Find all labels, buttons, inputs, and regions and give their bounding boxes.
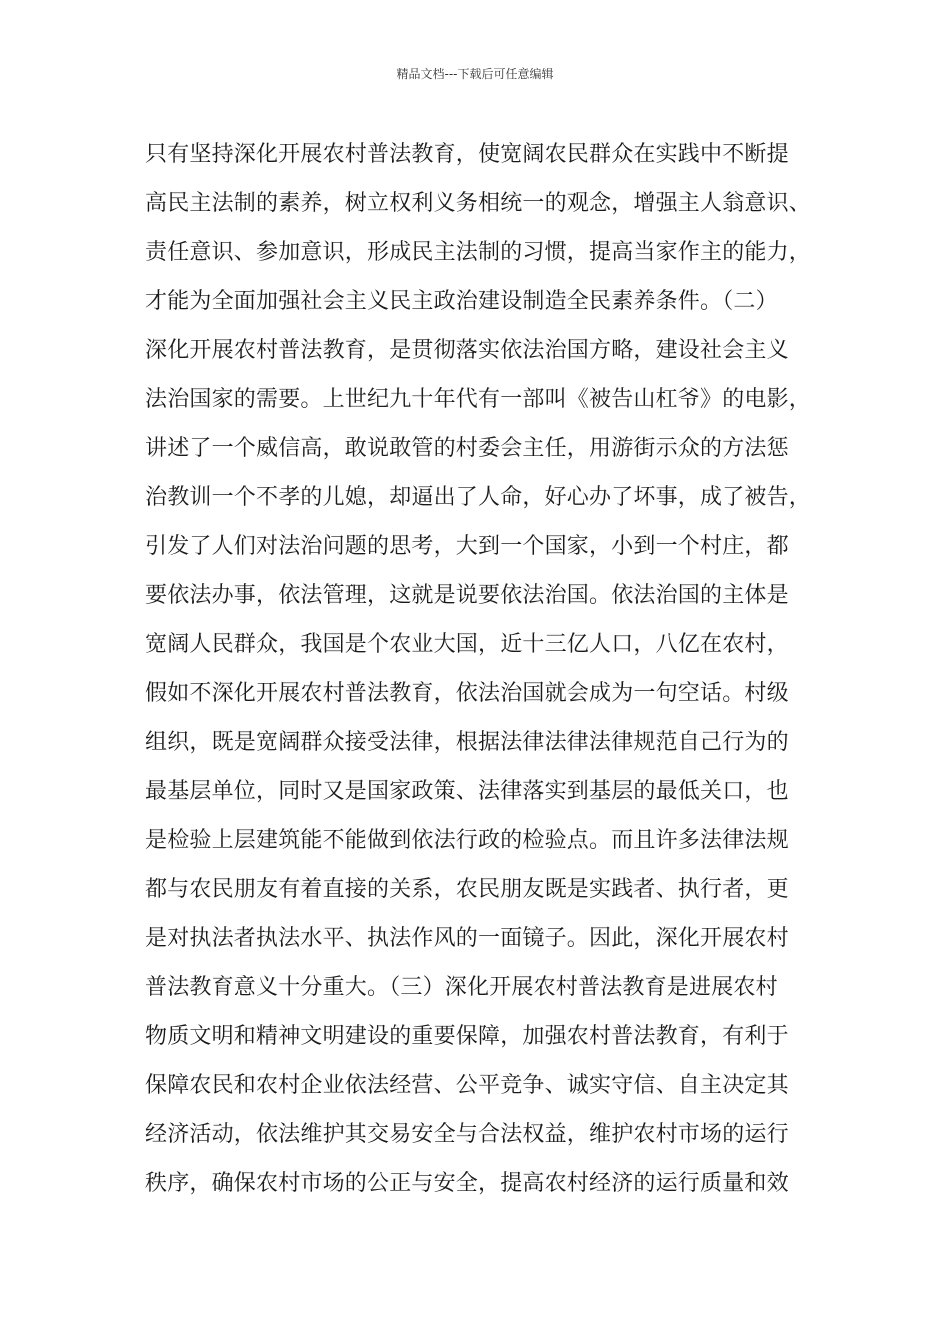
text-line: 只有坚持深化开展农村普法教育，使宽阔农民群众在实践中不断提 [145,142,789,167]
body-text [145,130,835,1208]
text-line: 最基层单位，同时又是国家政策、法律落实到基层的最低关口，也 [145,779,789,804]
text-line: 物质文明和精神文明建设的重要保障，加强农村普法教育，有利于 [145,1024,789,1049]
text-line: 治教训一个不孝的儿媳，却逼出了人命，好心办了坏事，成了被告， [145,485,812,510]
text-line: 是检验上层建筑能不能做到依法行政的检验点。而且许多法律法规 [145,828,789,853]
text-line: 深化开展农村普法教育，是贯彻落实依法治国方略，建设社会主义 [145,338,789,363]
text-line: 讲述了一个威信高，敢说敢管的村委会主任，用游街示众的方法惩 [145,436,789,461]
text-line: 保障农民和农村企业依法经营、公平竞争、诚实守信、自主决定其 [145,1073,789,1098]
text-line: 组织，既是宽阔群众接受法律，根据法律法律法律规范自己行为的 [145,730,789,755]
text-line: 秩序，确保农村市场的公正与安全，提高农村经济的运行质量和效 [145,1171,789,1196]
text-line: 责任意识、参加意识，形成民主法制的习惯，提高当家作主的能力， [145,240,812,265]
text-line: 宽阔人民群众，我国是个农业大国，近十三亿人口，八亿在农村， [145,632,789,657]
page-header: 精品文档---下载后可任意编辑 [396,67,554,81]
text-line: 高民主法制的素养，树立权利义务相统一的观念，增强主人翁意识、 [145,191,812,216]
text-line: 引发了人们对法治问题的思考，大到一个国家，小到一个村庄，都 [145,534,789,559]
text-line: 都与农民朋友有着直接的关系，农民朋友既是实践者、执行者，更 [145,877,789,902]
text-line: 才能为全面加强社会主义民主政治建设制造全民素养条件。（二） [145,289,778,314]
text-line: 假如不深化开展农村普法教育，依法治国就会成为一句空话。村级 [145,681,789,706]
text-line: 法治国家的需要。上世纪九十年代有一部叫《被告山杠爷》的电影， [145,387,812,412]
text-line: 是对执法者执法水平、执法作风的一面镜子。因此，深化开展农村 [145,926,789,951]
text-line: 要依法办事，依法管理，这就是说要依法治国。依法治国的主体是 [145,583,789,608]
text-line: 经济活动，依法维护其交易安全与合法权益，维护农村市场的运行 [145,1122,789,1147]
text-line: 普法教育意义十分重大。（三）深化开展农村普法教育是进展农村 [145,975,778,1000]
